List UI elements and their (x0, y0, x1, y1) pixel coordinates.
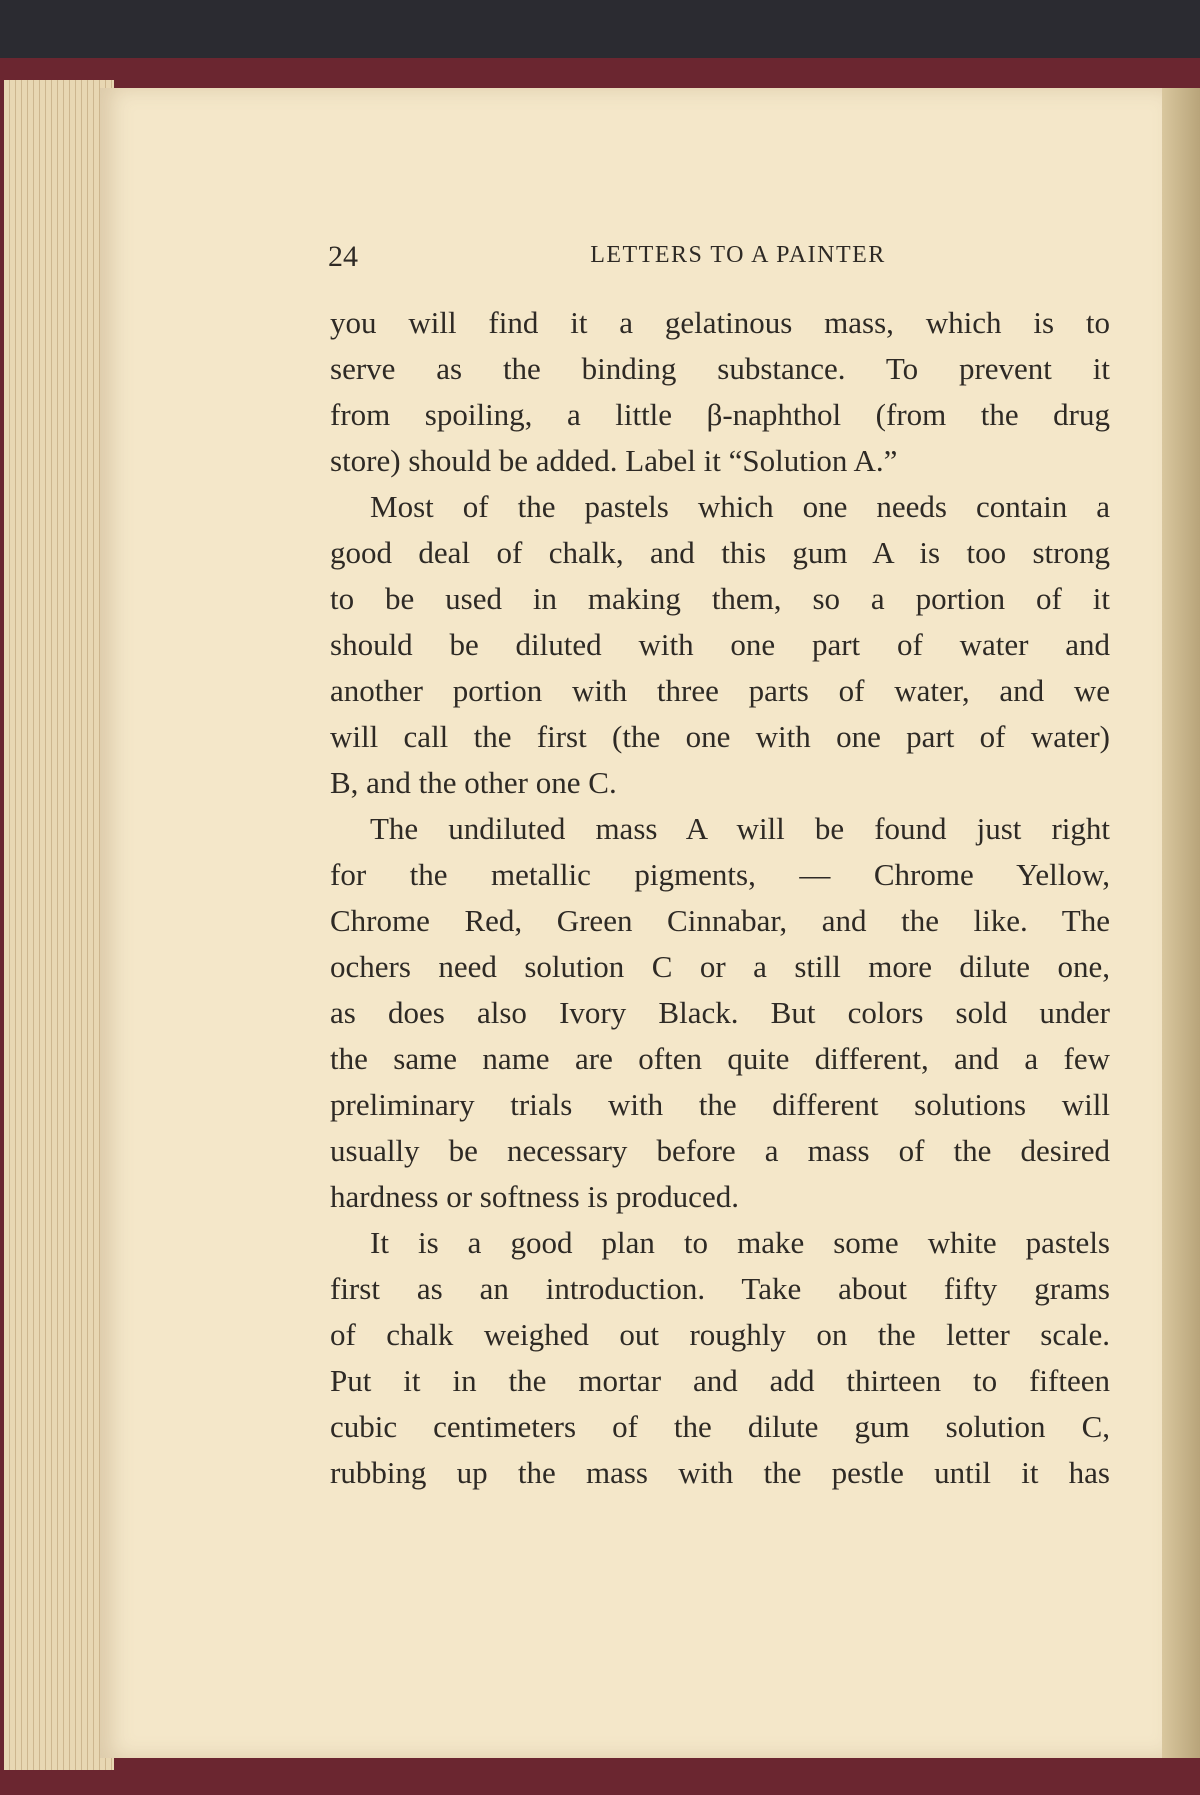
text-line: hardness or softness is produced. (330, 1179, 739, 1214)
text-line: rubbing up the mass with the pestle until it has (330, 1455, 1110, 1490)
page-header (328, 240, 1108, 280)
text-line: from spoiling, a little β-naphthol (from the drug (330, 397, 1110, 432)
text-line: preliminary trials with the different solutions will (330, 1087, 1110, 1122)
text-line: cubic centimeters of the dilute gum solution C, (330, 1409, 1110, 1444)
text-line: Put it in the mortar and add thirteen to fifteen (330, 1363, 1110, 1398)
text-line: first as an introduction. Take about fifty grams (330, 1271, 1110, 1306)
text-line: for the metallic pigments, — Chrome Yellow, (330, 857, 1110, 892)
text-line: of chalk weighed out roughly on the letter scale. (330, 1317, 1110, 1352)
text-line: the same name are often quite different, and a few (330, 1041, 1110, 1076)
running-title: LETTERS TO A PAINTER (590, 242, 886, 268)
text-line: serve as the binding substance. To prevent it (330, 351, 1110, 386)
text-line: B, and the other one C. (330, 765, 617, 800)
text-line: Chrome Red, Green Cinnabar, and the like. The (330, 903, 1110, 938)
right-page-edge (1162, 88, 1200, 1758)
text-line: Most of the pastels which one needs contain a (370, 489, 1110, 524)
text-line: usually be necessary before a mass of the desired (330, 1133, 1110, 1168)
text-line: you will find it a gelatinous mass, which is to (330, 305, 1110, 340)
page-number: 24 (328, 240, 358, 273)
text-line: should be diluted with one part of water and (330, 627, 1110, 662)
text-line: as does also Ivory Black. But colors sold under (330, 995, 1110, 1030)
text-line: ochers need solution C or a still more dilute one, (330, 949, 1110, 984)
body-text (330, 300, 1110, 1496)
text-line: another portion with three parts of water, and we (330, 673, 1110, 708)
text-line: good deal of chalk, and this gum A is too strong (330, 535, 1110, 570)
page-stack-edge (4, 80, 114, 1770)
text-line: It is a good plan to make some white pastels (370, 1225, 1110, 1260)
text-line: The undiluted mass A will be found just right (370, 811, 1110, 846)
text-line: to be used in making them, so a portion of it (330, 581, 1110, 616)
text-line: store) should be added. Label it “Solution A.” (330, 443, 898, 478)
text-line: will call the first (the one with one part of water) (330, 719, 1110, 754)
